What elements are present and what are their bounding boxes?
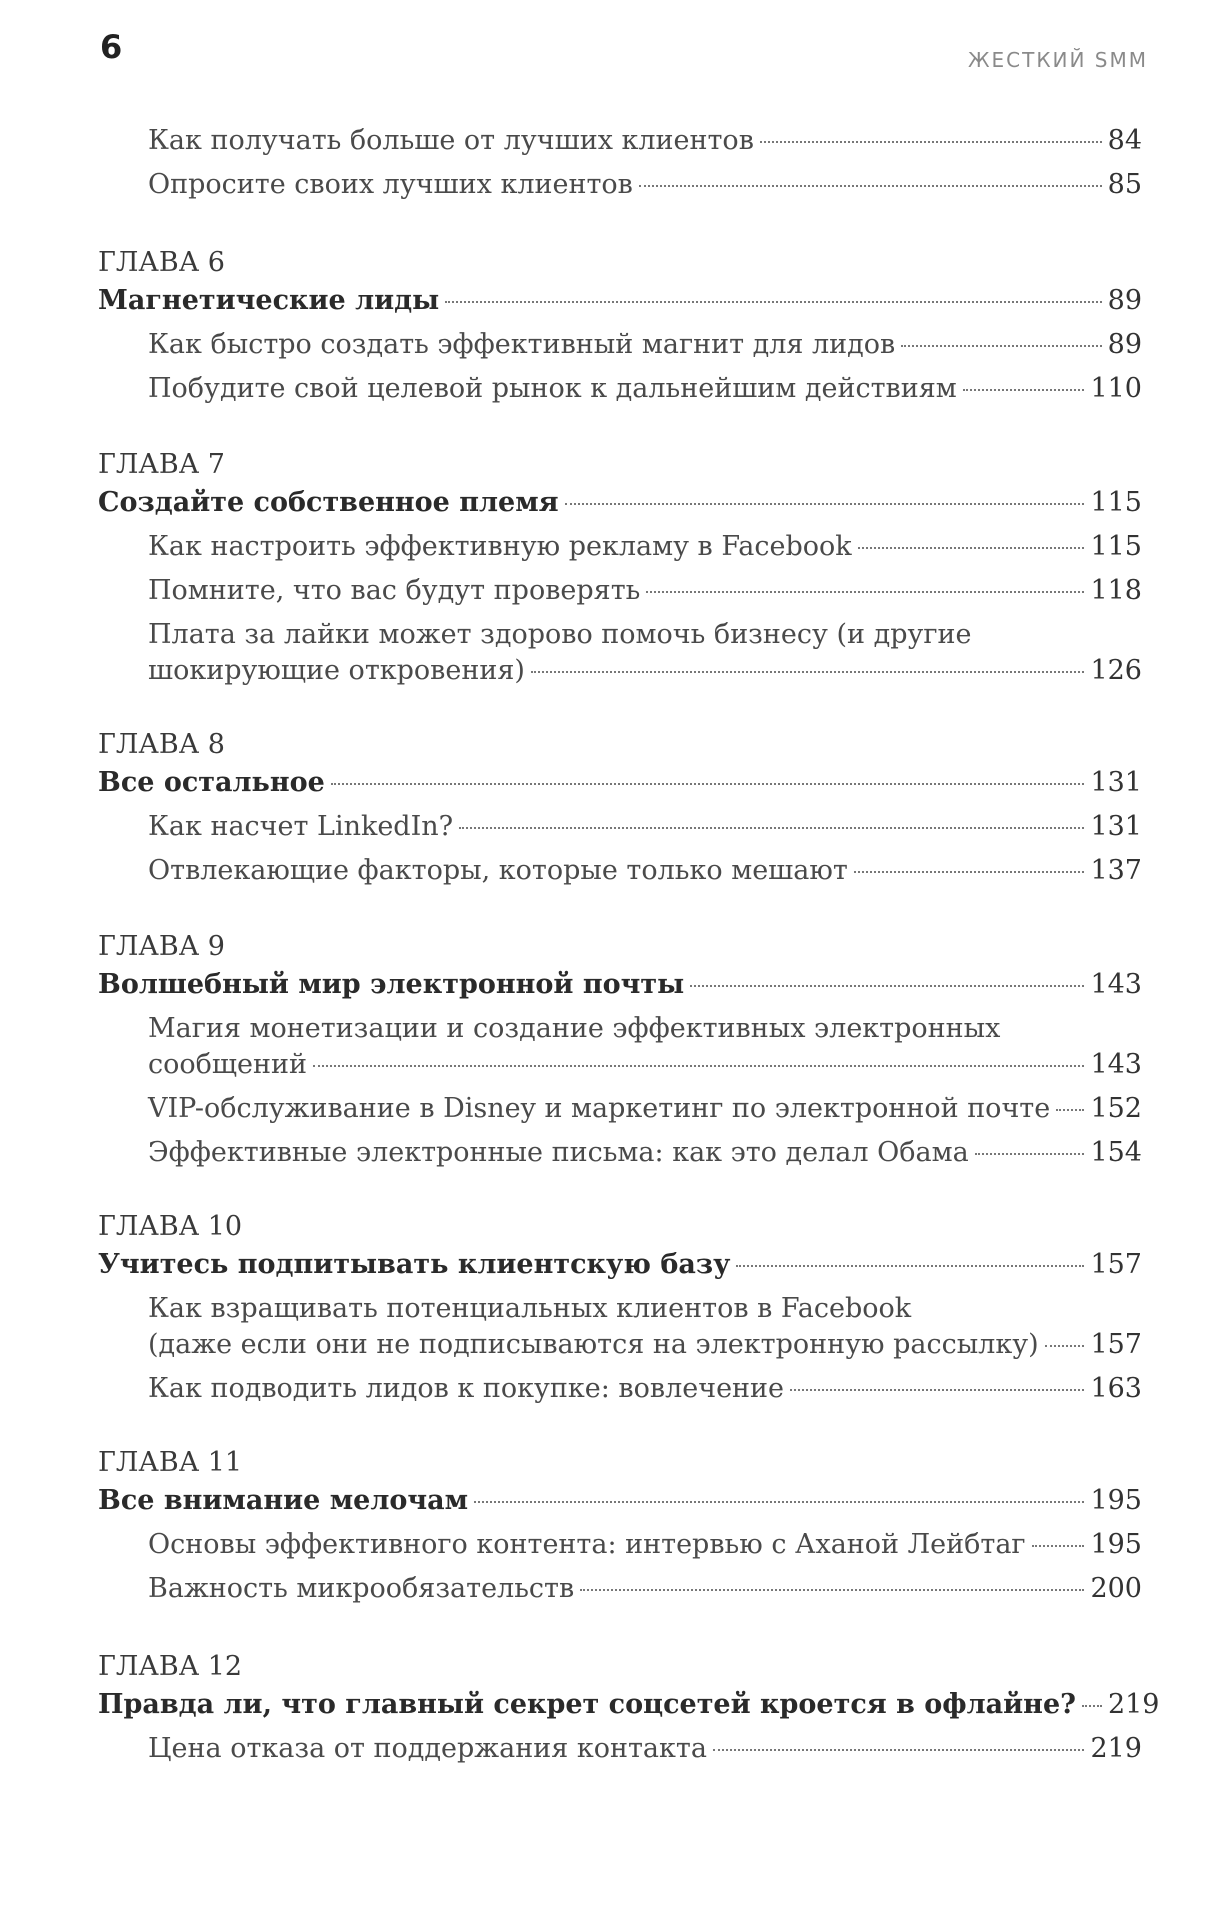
chapter-label: ГЛАВА 11 xyxy=(98,1447,243,1478)
chapter-title: Все внимание мелочам xyxy=(98,1485,469,1516)
chapter-page: 131 xyxy=(1090,767,1142,798)
chapter-page: 219 xyxy=(1107,1689,1160,1720)
toc-entry-title: Эффективные электронные письма: как это делал Обама xyxy=(148,1137,969,1168)
chapter-label: ГЛАВА 8 xyxy=(98,729,225,760)
toc-entry-page: 157 xyxy=(1090,1329,1142,1360)
toc-entry-title: Как быстро создать эффективный магнит для лидов xyxy=(148,329,896,360)
toc-entry xyxy=(148,808,1142,846)
chapter-title-entry xyxy=(98,1246,1142,1284)
dot-leader xyxy=(313,1065,1084,1067)
toc-entry-page: 110 xyxy=(1090,373,1142,404)
dot-leader xyxy=(790,1389,1084,1391)
toc-entry xyxy=(148,1090,1142,1128)
chapter-page: 115 xyxy=(1090,487,1142,518)
dot-leader xyxy=(531,671,1085,673)
toc-entry-page: 137 xyxy=(1090,855,1142,886)
toc-entry-title: Как насчет LinkedIn? xyxy=(148,811,454,842)
dot-leader xyxy=(1056,1109,1084,1111)
toc-entry-page: 143 xyxy=(1090,1049,1142,1080)
toc-entry-page: 89 xyxy=(1107,329,1142,360)
chapter-title: Создайте собственное племя xyxy=(98,487,559,518)
dot-leader xyxy=(736,1265,1084,1267)
dot-leader xyxy=(1045,1345,1085,1347)
toc-entry-page: 84 xyxy=(1107,125,1142,156)
toc-entry-page: 154 xyxy=(1090,1137,1142,1168)
toc-entry-title: Отвлекающие факторы, которые только мешают xyxy=(148,855,848,886)
toc-entry xyxy=(148,1526,1142,1564)
toc-entry-page: 115 xyxy=(1090,531,1142,562)
dot-leader xyxy=(858,547,1085,549)
toc-entry-title-line2: (даже если они не подписываются на электронную рассылку) xyxy=(148,1329,1039,1360)
toc-entry xyxy=(148,572,1142,610)
chapter-title: Волшебный мир электронной почты xyxy=(98,969,685,1000)
dot-leader xyxy=(580,1589,1084,1591)
toc-entry-title-line1: Плата за лайки может здорово помочь бизнесу (и другие xyxy=(148,619,972,650)
dot-leader xyxy=(713,1749,1085,1751)
dot-leader xyxy=(760,141,1102,143)
toc-entry xyxy=(148,1570,1142,1608)
toc-entry xyxy=(148,1326,1142,1364)
dot-leader xyxy=(1032,1545,1085,1547)
chapter-page: 89 xyxy=(1107,285,1142,316)
toc-entry-title-line2: шокирующие откровения) xyxy=(148,655,525,686)
dot-leader xyxy=(901,345,1101,347)
dot-leader xyxy=(854,871,1085,873)
toc-entry xyxy=(148,122,1142,160)
toc-entry-title: Как настроить эффективную рекламу в Facebook xyxy=(148,531,852,562)
toc-entry-title: Побудите свой целевой рынок к дальнейшим действиям xyxy=(148,373,957,404)
dot-leader xyxy=(459,827,1084,829)
toc-entry-title: VIP-обслуживание в Disney и маркетинг по электронной почте xyxy=(148,1093,1051,1124)
chapter-title: Все остальное xyxy=(98,767,325,798)
chapter-title-entry xyxy=(98,1482,1142,1520)
toc-entry-page: 131 xyxy=(1090,811,1142,842)
toc-entry xyxy=(148,1730,1142,1768)
page-number: 6 xyxy=(100,28,123,66)
chapter-title-entry xyxy=(98,484,1142,522)
dot-leader xyxy=(639,185,1102,187)
chapter-label: ГЛАВА 7 xyxy=(98,449,225,480)
dot-leader xyxy=(963,389,1085,391)
chapter-label: ГЛАВА 9 xyxy=(98,931,225,962)
toc-entry xyxy=(148,166,1142,204)
toc-entry-title: Как получать больше от лучших клиентов xyxy=(148,125,754,156)
toc-entry-page: 85 xyxy=(1107,169,1142,200)
toc-entry xyxy=(148,528,1142,566)
chapter-title: Магнетические лиды xyxy=(98,285,440,316)
chapter-title-entry xyxy=(98,282,1142,320)
chapter-title: Правда ли, что главный секрет соцсетей кроется в офлайне? xyxy=(98,1689,1076,1720)
toc-entry xyxy=(148,1046,1142,1084)
toc-entry xyxy=(148,1134,1142,1172)
chapter-page: 143 xyxy=(1090,969,1142,1000)
chapter-title-entry xyxy=(98,1686,1160,1724)
running-head: ЖЕСТКИЙ SMM xyxy=(967,48,1148,72)
chapter-title-entry xyxy=(98,966,1142,1004)
toc-entry-page: 152 xyxy=(1090,1093,1142,1124)
dot-leader xyxy=(1082,1705,1102,1707)
dot-leader xyxy=(975,1153,1085,1155)
toc-entry-title: Как подводить лидов к покупке: вовлечение xyxy=(148,1373,785,1404)
toc-entry xyxy=(148,652,1142,690)
dot-leader xyxy=(474,1501,1084,1503)
toc-entry-title: Важность микрообязательств xyxy=(148,1573,575,1604)
dot-leader xyxy=(565,503,1085,505)
toc-entry xyxy=(148,852,1142,890)
toc-entry xyxy=(148,1370,1142,1408)
toc-entry-title: Основы эффективного контента: интервью с Аханой Лейбтаг xyxy=(148,1529,1026,1560)
toc-entry xyxy=(148,370,1142,408)
toc-entry-title-line1: Магия монетизации и создание эффективных электронных xyxy=(148,1013,1001,1044)
toc-entry-title: Опросите своих лучших клиентов xyxy=(148,169,633,200)
toc-entry-page: 126 xyxy=(1090,655,1142,686)
dot-leader xyxy=(646,591,1084,593)
dot-leader xyxy=(445,301,1101,303)
dot-leader xyxy=(690,985,1084,987)
toc-entry-page: 118 xyxy=(1090,575,1142,606)
toc-entry-page: 163 xyxy=(1090,1373,1142,1404)
toc-entry-page: 195 xyxy=(1090,1529,1142,1560)
chapter-label: ГЛАВА 12 xyxy=(98,1651,243,1682)
dot-leader xyxy=(331,783,1085,785)
toc-entry-title-line2: сообщений xyxy=(148,1049,307,1080)
toc-entry-page: 200 xyxy=(1090,1573,1142,1604)
chapter-page: 157 xyxy=(1090,1249,1142,1280)
toc-entry-title: Помните, что вас будут проверять xyxy=(148,575,641,606)
chapter-page: 195 xyxy=(1090,1485,1142,1516)
chapter-label: ГЛАВА 6 xyxy=(98,247,225,278)
chapter-title: Учитесь подпитывать клиентскую базу xyxy=(98,1249,731,1280)
chapter-label: ГЛАВА 10 xyxy=(98,1211,243,1242)
toc-entry-title: Цена отказа от поддержания контакта xyxy=(148,1733,707,1764)
chapter-title-entry xyxy=(98,764,1142,802)
toc-entry-title-line1: Как взращивать потенциальных клиентов в Facebook xyxy=(148,1293,912,1324)
toc-entry-page: 219 xyxy=(1090,1733,1142,1764)
toc-entry xyxy=(148,326,1142,364)
